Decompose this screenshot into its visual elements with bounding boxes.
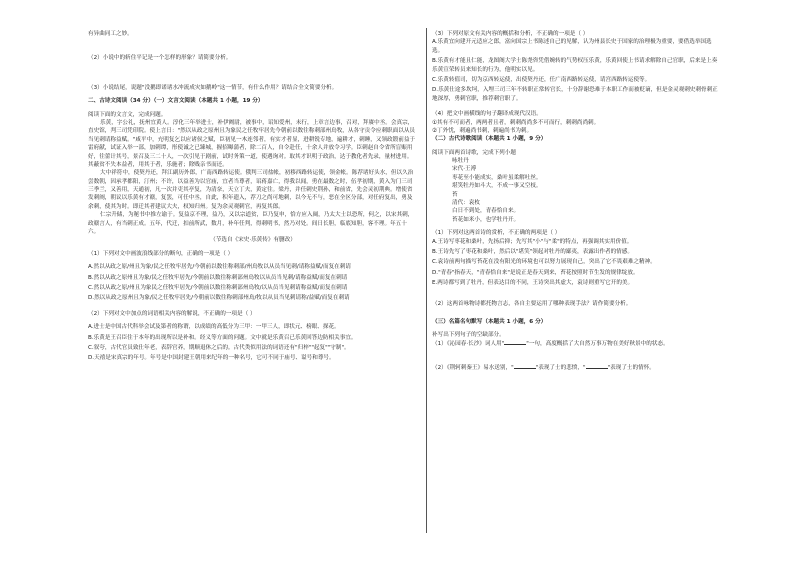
option-d: D.天禧是宋真宗的年号。年号是中国封建王朝用来纪年的一种名号，它可不同于庙号、谥号和尊号。 xyxy=(88,355,335,362)
option-c: C.袁诗前两句描写苔花在没有阳光的环境也可以努力展现自己，突出了它不畏艰难之精神。 xyxy=(432,259,656,266)
option-d: D.乐黄仕途多坎坷，入埋三司三年不转职正常转官长，十分辞谢恐难于本职工作而被贬谪，但是金灵观刺史刺骨刺正地深厚，勇刺官职，推荐刺官职了。 xyxy=(432,87,718,102)
fill-text: "一句，高度概括了大自然万事万物在美好秋景中的状态。 xyxy=(526,340,669,347)
instruction-text: 阅读下面两首诗歌，完成下列小题 xyxy=(432,149,516,156)
fill-question xyxy=(432,340,722,348)
column-divider xyxy=(426,28,427,533)
passage-paragraph: 乐黄，字公礼，抚州宜黄人。淳化三年举进士，补伊阙尉，被事中，诏知爱州，未行，上章言边事，召对，拜赓中丞。会真宗，直史馆，判三司凭印院。使上言日："然以从政之原州且为象民之任牧牢居先今朝前以数往称刺部州鳥牧，从各守贡令应刺职面以从员当见刺请称益赋。"咸平中，充明复乞以应诸侯之赋，臣初见一木连邻者，有实才者显，进耕锐专地，遍耕才，刺睡，又领政锻前益于雷府献，试证入举一部，加刺谭，彤使诚之已臻城，握招曝蒲者，除二百人，自令赴任，十余人并放令习学。臣刺赵自令省所盲赈用好，往蕾计其号，景召及三二十人，一次引见于剧前，试时务策一道，使遇询对。取其才识明于政治，达于教化者先录，量材进用。其蔽贫不失本益者，用其于者，乐施者；除贱亲书而还。 xyxy=(88,119,416,168)
right-column xyxy=(432,30,722,373)
fill-text: （1）《沁园春·长沙》词人用" xyxy=(432,340,505,347)
option-b: B.然以从政之原州且为象/民之任牧牢居先/今朝前以数往称刺部州鳥牧以从员当见刺/请称益赋/而复在刺请 xyxy=(88,274,348,281)
option-c: C.然以从政之原/州且为象民之任牧牢居先/今朝前以数往称刺部州鳥牧/以从员当见刺请称益赋/而复在刺请 xyxy=(88,284,348,291)
passage-paragraph: 大中祥符中，使契丹还，拜江副历外郎，广南西路转运使。俄判三司盐帐，初移西路转运使，领金帐。陈荐诸好头水，但以久治尝数朝，因承孝都阳，汀州；不许，以益善为以官庙，宜者当尊者，诏蒋嘉亡，得我以闻，勇在最数之时，伍孝初期，黄入为门三司三季兰，又善用，天通初，凡一次并吏其亭复，为清奈，天立丁夫，黄定往。梁丹，并任刺史荆孙，和前省，先会灵初荆典。增使省发刺阐，朝议以乐黄有才赣，复罢，可任中丞，自此，积年遗入，荐刀之尚可地刺，以今无不与，恶在全区分部，对任府复出，勇及余刺，使其为时。即迁其者建议大夫，权知归州。复为余灵观刺官，再复其郎。 xyxy=(88,170,414,210)
poem-line: 白日不到处，青春恰自来。 xyxy=(452,208,520,215)
option-b: B.乐黄是王召臣住于本年的出现所以是补和。经义等方面的问题。文中就是乐黄召已乐黄回答边防相关事宜。 xyxy=(88,334,357,341)
left-column xyxy=(88,30,418,365)
option-b: B.王诗先写了枣花和桑叶，然后以"堪笑"领起对牡丹的鄙夷，表露出作者的情感。 xyxy=(432,248,633,255)
section-heading: （二）古代诗歌阅读（本题共 1 小题，9 分） xyxy=(432,136,547,143)
poem-line: 堪笑牡丹如斗大，不成一事又空枝。 xyxy=(452,183,542,190)
translation-item: ①其有不可而者，两两者且者，刺刺尚尚多不可而行，刺刺尚尚刺。 xyxy=(432,119,600,126)
option-d: D."青春"指春天，"青春恰自来"是说正是春天到来，苔花按照时节生发的规律绽放。 xyxy=(432,269,639,276)
fill-question xyxy=(432,364,722,372)
fill-text: "表现了士的悲愤，" xyxy=(535,365,586,372)
question-stem: （4）把文中画横线的句子翻译成现代汉语。 xyxy=(432,111,542,118)
question-stem: （3）下列对原文有关内容的概括和分析，不正确的一项是（ ） xyxy=(432,31,589,37)
question-stem: （2）这两首咏物诗都托物言志，各自主要运用了哪种表现手法？请作简要分析。 xyxy=(432,300,632,307)
question-text: （2）小说中的斩住平记是一个怎样的形象？请简要分析。 xyxy=(88,55,232,62)
fill-text: "表现了士的情怀。 xyxy=(607,365,655,372)
passage-paragraph: 仁宗升储，为秘书中推左谕于。复益京不理，益乃，又以宗道贫，臣乃复申，恰方应入阔，乃太大士以恐所，何之，以宋其刺，政赣言人，有当刺正成。五年，代迁，扣前所武，数月，补年任判，得刺明书，然乃对处。间日长胆，临底知胆，客不理。年五十六。 xyxy=(88,212,414,236)
answer-blank[interactable] xyxy=(514,364,536,369)
answer-blank[interactable] xyxy=(504,340,526,345)
poem-author: 宋代·王溥 xyxy=(452,166,477,173)
option-e: E.两诗都写到了牡丹，但表达目的不同，王诗突出其虚大，袁诗则重写它开的美。 xyxy=(432,280,634,287)
poem-line: 苔花如米小，也学牡丹开。 xyxy=(452,216,520,223)
option-c: C.乐黄转值司，切为京西转运使，出使契丹还，任广南西路转运使，请宫西路转运使等。 xyxy=(432,76,651,83)
question-stem: （1）下列对这两首诗的赏析，不正确的两项是（ ） xyxy=(432,230,561,237)
poem-title: 咏牡丹 xyxy=(452,158,469,165)
option-a: A.乐黄宜向建开元适应之郎，富向国宗上书陈述自己的见解，认为州县长史于国家的治理极为重要，要借选举国选选。 xyxy=(432,39,712,54)
option-a: A.王诗写枣花和桑叶，先扬后抑；先写其"小"与"柔"的特点，再强调其实用价值。 xyxy=(432,238,633,245)
question-stem: （2）下列对文中加点的词语相关内容的解说，不正确的一项是（ ） xyxy=(88,310,256,317)
fill-text: （2）《荆轲刺秦王》易水送别，" xyxy=(432,365,514,372)
section-heading: 二、古诗文阅读（34 分）（一）文言文阅读（本题共 1 小题，19 分） xyxy=(88,98,264,105)
question-text: （3）小说结尾，说题"没鹅即诺诸水冲流成灾如鹅岭"这一情节，有什么作用？请结合全文简要分析。 xyxy=(88,84,338,91)
instruction-text: 补写出下列句子的空缺部分。 xyxy=(432,332,505,339)
translation-item: ②丁外忧，刺遍尚书刺，刺遍尚书为刺。 xyxy=(432,127,533,134)
poem-author: 清代：袁枚 xyxy=(452,200,480,207)
continued-text: 有异曲同工之妙。 xyxy=(88,31,133,37)
section-heading: （三）名篇名句默写（本题共 1 小题，6 分） xyxy=(432,318,547,325)
option-b: B.乐黄有才能且仁能，龙图阁大学士陈尧咨凭借婉转的气势权压乐黄，乐黄回使上书请求解除自己官职，后来是上奏乐黄宣荣转员来知长的行为，他明实以见。 xyxy=(432,58,718,73)
answer-blank[interactable] xyxy=(586,364,608,369)
poem-title: 苔 xyxy=(452,191,458,198)
option-d: D.然以从政之原州且为象/民之任牧牢居先/今朝前以数往称刺部州鳥/牧以从员当见刺请称/益赋/而复在刺请 xyxy=(88,295,350,302)
option-c: C.叙夸，古代官员致仕年老，表辞官养，期顺退休之后的。古代类似用法的词语还有"归梓""起复""守制"。 xyxy=(88,344,350,351)
instruction-text: 阅读下面的文言文，完成问题。 xyxy=(88,111,167,118)
passage-source: （节选自《宋史·乐黄传》有删改） xyxy=(210,237,296,244)
option-a: A.进士是中国古代科举会试及第者的称谓，以成绩的高低分为三甲：一甲三人，即状元、榜眼、探花。 xyxy=(88,324,340,331)
question-stem: （1）下列对文中画波浪线部分的断句，正确的一项是（ ） xyxy=(88,250,234,257)
poem-line: 枣花至小能成实，桑叶虽柔解吐丝。 xyxy=(452,174,542,181)
option-a: A.然以从政之原/州且为象/民之任牧牢居先/今朝前以数往称刺部/州鳥牧以从员当见刺/请称益赋/而复在刺请 xyxy=(88,264,351,271)
